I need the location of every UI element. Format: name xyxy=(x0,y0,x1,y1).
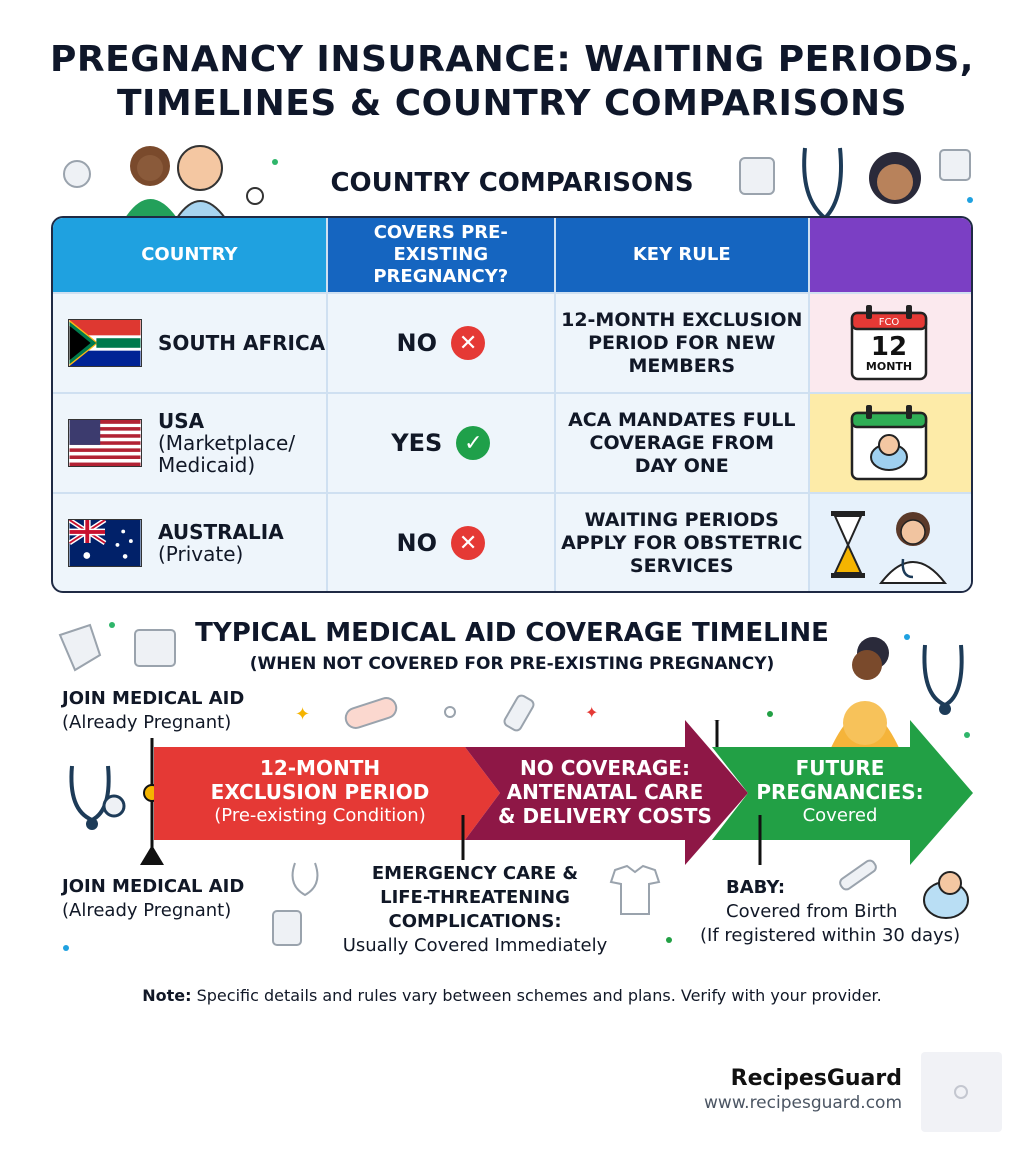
icon-cell xyxy=(810,494,971,592)
decorative-dots xyxy=(60,930,680,960)
rule-cell xyxy=(556,494,810,592)
logo-icon xyxy=(921,1052,1002,1132)
icon-cell xyxy=(810,394,971,492)
join-sub: (Already Pregnant) xyxy=(62,712,232,733)
col-country: COUNTRY xyxy=(53,218,328,292)
segment-line: PREGNANCIES: xyxy=(756,780,924,804)
segment-future-text xyxy=(745,756,935,828)
usa-flag-icon xyxy=(68,419,142,467)
country-name: SOUTH AFRICA xyxy=(158,331,326,355)
brand-name: RecipesGuard xyxy=(730,1066,902,1091)
calendar-number: 12 xyxy=(871,332,908,362)
country-sub: (Private) xyxy=(158,542,244,566)
segment-line: NO COVERAGE: xyxy=(520,756,690,780)
hourglass-doctor-icon xyxy=(825,501,955,585)
emergency-label: EMERGENCY CARE & LIFE-THREATENING COMPLICATIONS: Usually Covered Immediately xyxy=(342,863,608,956)
baby-calendar-icon xyxy=(848,403,932,483)
covers-cell xyxy=(328,494,556,592)
calendar-icon xyxy=(848,303,932,383)
onesie-icon xyxy=(605,862,665,922)
title-line-1: PREGNANCY INSURANCE: WAITING PERIODS, xyxy=(50,39,974,80)
join-sub: (Already Pregnant) xyxy=(62,900,232,921)
segment-line: FUTURE xyxy=(795,756,885,780)
table-row xyxy=(53,392,971,492)
rule-line: WAITING PERIODS xyxy=(584,508,779,531)
rule-line: SERVICES xyxy=(629,554,734,577)
segment-line: ANTENATAL CARE xyxy=(506,780,704,804)
table-header xyxy=(53,218,971,292)
segment-sub: Covered xyxy=(802,805,878,826)
col-rule: KEY RULE xyxy=(556,218,810,292)
segment-no-coverage-text xyxy=(480,756,730,828)
svg-text:✦: ✦ xyxy=(295,704,311,725)
rule-line: APPLY FOR OBSTETRIC xyxy=(561,531,803,554)
country-cell xyxy=(53,494,328,592)
calendar-top-text: FCO xyxy=(879,317,900,328)
brand-url: www.recipesguard.com xyxy=(704,1093,902,1113)
table-row xyxy=(53,492,971,592)
emergency-sub: Usually Covered Immediately xyxy=(342,935,608,956)
covers-value: NO xyxy=(396,529,438,557)
baby-sub: Covered from Birth xyxy=(726,901,898,922)
calendar-unit: MONTH xyxy=(866,360,913,373)
country-name: AUSTRALIA (Private) xyxy=(158,520,284,566)
x-icon: ✕ xyxy=(451,326,485,360)
baby-sub: (If registered within 30 days) xyxy=(700,925,961,946)
covers-cell xyxy=(328,394,556,492)
col-icon xyxy=(810,218,971,292)
covers-value: YES xyxy=(391,429,443,457)
rule-line: DAY ONE xyxy=(634,454,729,477)
timeline-subheading: (WHEN NOT COVERED FOR PRE-EXISTING PREGNANCY) xyxy=(249,654,775,674)
segment-line: EXCLUSION PERIOD xyxy=(210,780,430,804)
covers-cell xyxy=(328,294,556,392)
comparison-table xyxy=(51,216,973,593)
rule-line: COVERAGE FROM xyxy=(589,431,774,454)
note-text: Specific details and rules vary between schemes and plans. Verify with your provider. xyxy=(191,986,882,1005)
x-icon: ✕ xyxy=(451,526,485,560)
note xyxy=(0,986,1024,1005)
country-sub: Medicaid) xyxy=(158,453,256,477)
country-sub: (Marketplace/ xyxy=(158,431,296,455)
rule-cell xyxy=(556,394,810,492)
covers-value: NO xyxy=(396,329,438,357)
baby-icon xyxy=(828,855,978,925)
rule-line: ACA MANDATES FULL xyxy=(568,408,796,431)
comparison-heading: COUNTRY COMPARISONS xyxy=(330,168,694,198)
brand-logo xyxy=(921,1052,1002,1132)
col-covers-line-2: PREGNANCY? xyxy=(373,266,509,287)
segment-sub: (Pre-existing Condition) xyxy=(214,805,426,826)
rule-line: PERIOD FOR NEW xyxy=(588,331,776,354)
join-label-top: JOIN MEDICAL AID (Already Pregnant) xyxy=(62,688,245,733)
australia-flag-icon xyxy=(68,519,142,567)
rule-line: MEMBERS xyxy=(628,354,736,377)
page-title xyxy=(0,38,1024,126)
check-icon: ✓ xyxy=(456,426,490,460)
segment-exclusion-text xyxy=(160,756,480,828)
join-label-bottom: JOIN MEDICAL AID (Already Pregnant) xyxy=(62,876,245,921)
country-cell xyxy=(53,294,328,392)
timeline-heading: TYPICAL MEDICAL AID COVERAGE TIMELINE xyxy=(195,618,829,648)
table-row xyxy=(53,292,971,392)
icon-cell xyxy=(810,294,971,392)
col-covers-line-1: COVERS PRE-EXISTING xyxy=(373,222,508,265)
note-label: Note: xyxy=(142,986,192,1005)
rule-line: 12-MONTH EXCLUSION xyxy=(561,308,803,331)
stethoscope-icon xyxy=(62,760,132,845)
country-name: USA (Marketplace/ Medicaid) xyxy=(158,409,296,477)
svg-text:✦: ✦ xyxy=(585,703,599,722)
col-covers xyxy=(328,218,556,292)
segment-line: 12-MONTH xyxy=(259,756,381,780)
segment-line: & DELIVERY COSTS xyxy=(498,804,712,828)
country-cell xyxy=(53,394,328,492)
title-line-2: TIMELINES & COUNTRY COMPARISONS xyxy=(116,83,908,124)
baby-label: BABY: Covered from Birth (If registered within 30 days) xyxy=(700,876,990,948)
rule-cell xyxy=(556,294,810,392)
south-africa-flag-icon xyxy=(68,319,142,367)
